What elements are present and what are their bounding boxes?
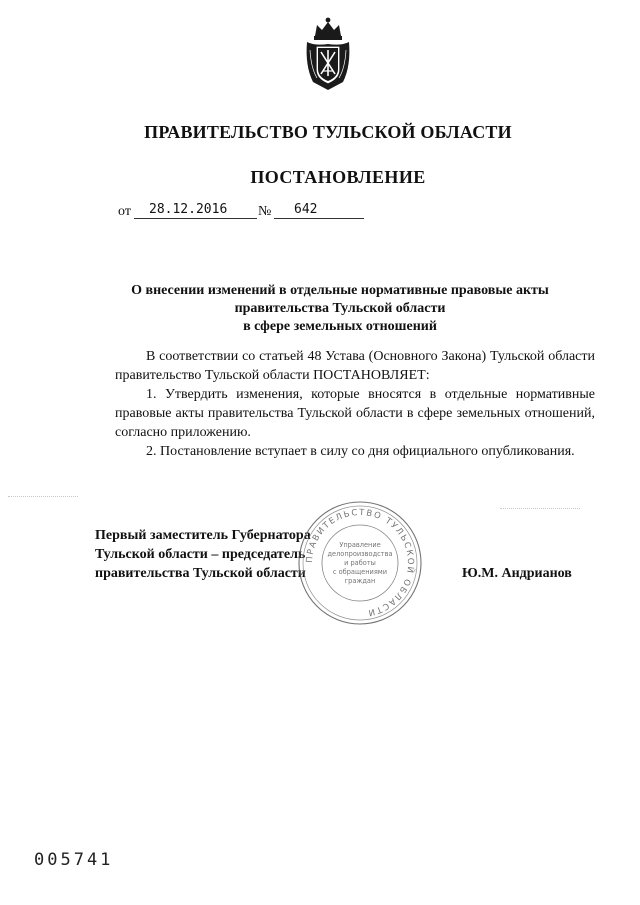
scan-artifact — [500, 508, 580, 509]
document-type-heading: ПОСТАНОВЛЕНИЕ — [250, 167, 426, 187]
scan-artifact — [8, 496, 78, 497]
subject-line: правительства Тульской области — [234, 301, 446, 316]
coat-of-arms-icon — [303, 16, 353, 92]
government-title: ПРАВИТЕЛЬСТВО ТУЛЬСКОЙ ОБЛАСТИ — [144, 122, 512, 142]
signatory-title-line: Первый заместитель Губернатора — [95, 528, 311, 543]
subject-line: в сфере земельных отношений — [243, 319, 437, 334]
body-paragraph: В соответствии со статьей 48 Устава (Основного Закона) Тульской области правительство Тульской области ПОСТАНОВЛЯЕТ: — [115, 349, 595, 383]
subject-line: О внесении изменений в отдельные нормативные правовые акты — [131, 283, 549, 298]
serial-number: 005741 — [34, 850, 114, 870]
seal-center-text: Управление — [339, 541, 381, 549]
seal-ring-text: ПРАВИТЕЛЬСТВО ТУЛЬСКОЙ ОБЛАСТИ — [304, 507, 416, 618]
document-date: 28.12.2016 — [149, 202, 228, 217]
official-seal — [297, 500, 423, 626]
body-paragraph: 2. Постановление вступает в силу со дня официального опубликования. — [146, 444, 575, 459]
number-label: № — [258, 204, 272, 219]
signatory-title-line: правительства Тульской области — [95, 566, 306, 581]
number-underline — [274, 218, 364, 219]
seal-center-text: и работы — [344, 559, 376, 567]
date-label: от — [118, 204, 131, 219]
signatory-name: Ю.М. Андрианов — [462, 566, 572, 581]
body-paragraph: 1. Утвердить изменения, которые вносятся в отдельные нормативные правовые акты правительства Тульской области в сфере земельных отношений, согласно приложению. — [115, 387, 595, 440]
date-underline — [134, 218, 257, 219]
seal-center-text: делопроизводства — [327, 550, 393, 558]
document-subject — [95, 282, 585, 336]
signatory-title-line: Тульской области – председатель — [95, 547, 306, 562]
date-number-line — [118, 198, 368, 222]
seal-center-text: граждан — [344, 577, 376, 585]
document-number: 642 — [294, 202, 318, 217]
document-body — [115, 347, 595, 461]
seal-center-text: с обращениями — [332, 568, 388, 576]
